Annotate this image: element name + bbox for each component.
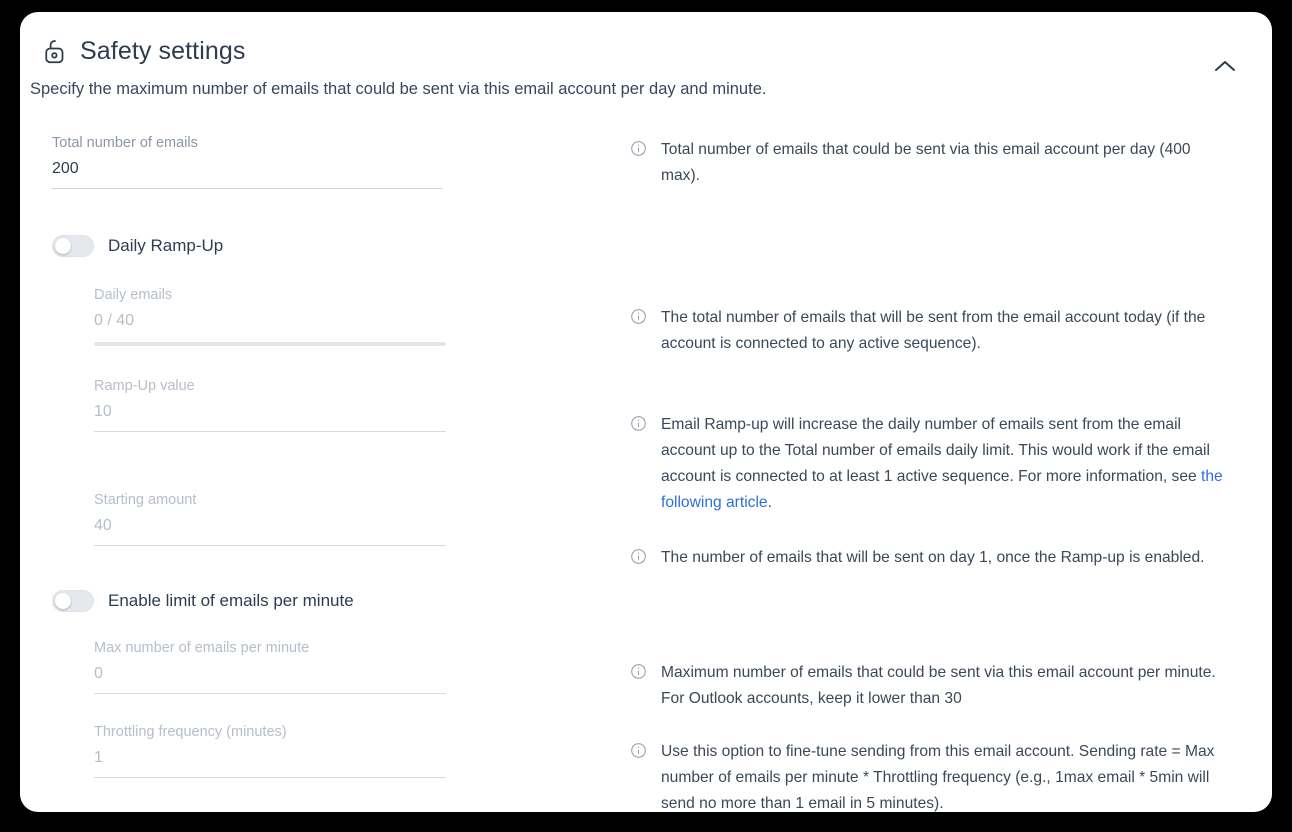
limit-per-minute-toggle-row[interactable] [52,590,620,612]
limit-per-minute-label: Enable limit of emails per minute [108,591,354,610]
hint-ramp-up-part2: . [767,494,772,511]
hint-max-per-minute [630,660,1252,712]
throttling-frequency-input[interactable]: 1 [94,749,446,778]
daily-emails-value: 0 / 40 [94,312,135,329]
total-emails-input[interactable]: 200 [52,160,442,189]
hint-daily-emails [630,305,1252,357]
total-emails-label: Total number of emails [52,135,198,151]
safety-settings-card [20,12,1272,812]
ramp-up-article-link[interactable]: the following article [661,468,1223,511]
total-emails-field[interactable] [52,135,442,189]
hint-ramp-up-text [661,412,1231,516]
collapse-section-button[interactable] [1210,56,1244,84]
daily-ramp-up-toggle-row[interactable] [52,235,620,257]
starting-amount-label: Starting amount [94,492,197,508]
starting-amount-input[interactable]: 40 [94,517,446,546]
max-per-minute-field[interactable] [94,640,446,694]
ramp-up-value-field[interactable] [94,378,446,432]
info-icon [630,140,647,157]
info-icon [630,663,647,680]
card-subtitle: Specify the maximum number of emails that could be sent via this email account per day and minute. [30,80,767,98]
hint-daily-emails-text: The total number of emails that will be sent from the email account today (if the account is connected to any active sequence). [661,309,1206,352]
card-header [20,12,1272,68]
hint-max-per-minute-text: Maximum number of emails that could be sent via this email account per minute. For Outlook accounts, keep it lower than 30 [661,664,1216,707]
limit-per-minute-toggle[interactable] [52,590,94,612]
daily-ramp-up-toggle[interactable] [52,235,94,257]
page-title: Safety settings [80,36,246,65]
daily-emails-field [94,287,446,346]
hint-throttling-text: Use this option to fine-tune sending from this email account. Sending rate = Max number of emails per minute * Throttling frequency (e.g., 1max email * 5min will send no more than 1 email in 5 minutes). [661,743,1215,812]
info-icon [630,548,647,565]
settings-column [20,135,620,812]
hints-column [620,135,1272,812]
ramp-up-value-label: Ramp-Up value [94,378,195,394]
lock-icon [38,34,72,68]
max-per-minute-label: Max number of emails per minute [94,640,310,656]
toggle-knob [55,593,71,609]
starting-amount-field[interactable] [94,492,446,546]
hint-ramp-up [630,412,1252,516]
hint-ramp-up-part1: Email Ramp-up will increase the daily number of emails sent from the email account up to the Total number of emails daily limit. This would work if the email account is connected to at least 1 active sequence. For more information, see [661,416,1210,485]
daily-ramp-up-label: Daily Ramp-Up [108,236,224,255]
hint-total-emails [630,137,1252,189]
hint-throttling [630,739,1252,812]
max-per-minute-input[interactable]: 0 [94,665,446,694]
daily-emails-label: Daily emails [94,287,173,303]
daily-emails-progress [94,342,446,346]
hint-starting-amount [630,545,1252,571]
card-body [20,99,1272,812]
info-icon [630,742,647,759]
toggle-knob [55,238,71,254]
ramp-up-value-input[interactable]: 10 [94,403,446,432]
throttling-frequency-field[interactable] [94,724,446,778]
hint-starting-amount-text: The number of emails that will be sent on day 1, once the Ramp-up is enabled. [661,549,1205,566]
throttling-frequency-label: Throttling frequency (minutes) [94,724,287,740]
info-icon [630,415,647,432]
hint-total-emails-text: Total number of emails that could be sent via this email account per day (400 max). [661,141,1191,184]
info-icon [630,308,647,325]
